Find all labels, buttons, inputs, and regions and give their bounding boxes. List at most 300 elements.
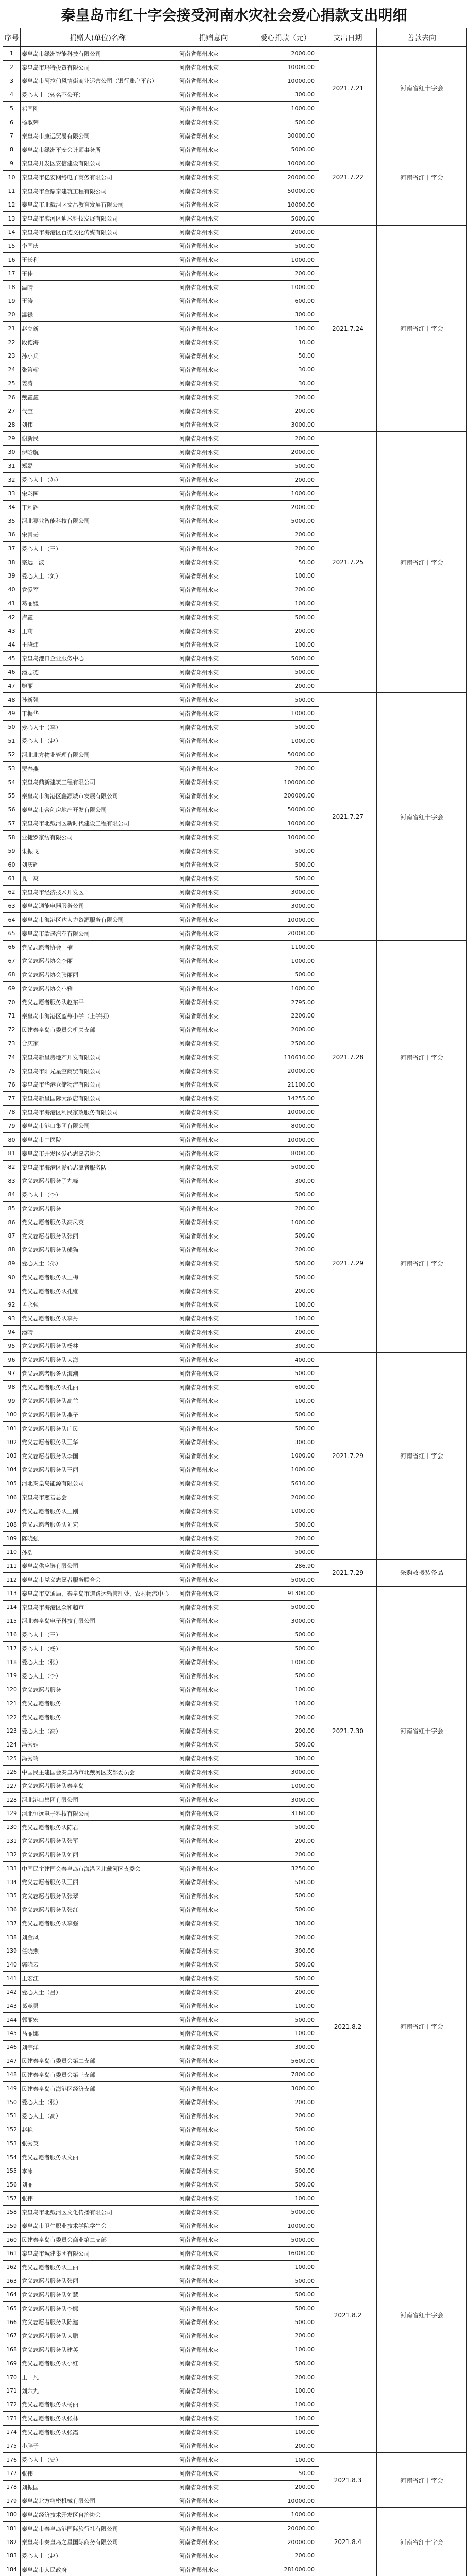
donation-intent-cell: 河南省郑州水灾 [175, 2384, 252, 2398]
donation-amount-cell: 3000.00 [252, 1614, 319, 1628]
donor-name-cell: 秦皇岛市滨河区迪米科技发展有限公司 [21, 212, 175, 226]
donor-name-cell: 秦皇岛市海港区达人力资源服务有限公司 [21, 913, 175, 927]
donation-intent-cell: 河南省郑州水灾 [175, 74, 252, 88]
fund-destination-cell: 河南省红十字会 [377, 940, 467, 1174]
donor-name-cell: 党义志愿者服务了九峰 [21, 1174, 175, 1188]
donor-name-cell: 刘金凤 [21, 1930, 175, 1944]
donation-intent-cell: 河南省郑州水灾 [175, 1573, 252, 1587]
donor-name-cell: 党义志愿者服务队张林 [21, 2412, 175, 2426]
donation-amount-cell: 5000.00 [252, 212, 319, 226]
donor-name-cell: 陈晓强 [21, 1532, 175, 1546]
donor-name-cell: 秦皇岛市绿洲平安会计师事务所 [21, 143, 175, 157]
donation-intent-cell: 河南省郑州水灾 [175, 1078, 252, 1092]
donor-name-cell: 党义志愿者服务队陈建 [21, 2315, 175, 2329]
document-title: 秦皇岛市红十字会接受河南水灾社会爱心捐款支出明细 [61, 7, 407, 24]
donation-amount-cell: 500.00 [252, 1518, 319, 1532]
row-index-cell: 168 [3, 2343, 21, 2357]
donation-intent-cell: 河南省郑州水灾 [175, 294, 252, 308]
donation-intent-cell: 河南省郑州水灾 [175, 2480, 252, 2494]
row-index-cell: 62 [3, 885, 21, 899]
row-index-cell: 131 [3, 1834, 21, 1848]
payout-date-cell: 2021.7.29 [319, 1559, 377, 1586]
row-index-cell: 119 [3, 1669, 21, 1683]
donor-name-cell: 葛丽媛 [21, 597, 175, 611]
row-index-cell: 114 [3, 1600, 21, 1614]
donation-intent-cell: 河南省郑州水灾 [175, 2563, 252, 2576]
row-index-cell: 28 [3, 418, 21, 432]
donation-intent-cell: 河南省郑州水灾 [175, 583, 252, 597]
donation-intent-cell: 河南省郑州水灾 [175, 1972, 252, 1986]
donor-name-cell: 党义志愿者协会小雅 [21, 981, 175, 995]
donation-intent-cell: 河南省郑州水灾 [175, 2274, 252, 2288]
donation-intent-cell: 河南省郑州水灾 [175, 321, 252, 335]
row-index-cell: 176 [3, 2453, 21, 2467]
row-index-cell: 9 [3, 157, 21, 171]
donor-name-cell: 秦皇岛市海港区鑫源城市发展有限公司 [21, 789, 175, 803]
donation-amount-cell: 1000.00 [252, 1463, 319, 1477]
donation-intent-cell: 河南省郑州水灾 [175, 1201, 252, 1215]
donor-name-cell: 党义志愿者服务队李娜 [21, 2301, 175, 2315]
payout-date-cell: 2021.7.24 [319, 225, 377, 431]
row-index-cell: 101 [3, 1421, 21, 1435]
donor-name-cell: 党义志愿者服务队文丽 [21, 2150, 175, 2164]
donation-intent-cell: 河南省郑州水灾 [175, 1298, 252, 1312]
donation-intent-cell: 河南省郑州水灾 [175, 2343, 252, 2357]
donation-amount-cell: 8000.00 [252, 1147, 319, 1161]
donation-intent-cell: 河南省郑州水灾 [175, 1765, 252, 1779]
donor-name-cell: 党义志愿者服务队杨林 [21, 1339, 175, 1353]
donation-amount-cell: 500.00 [252, 1270, 319, 1284]
fund-destination-cell: 河南省红十字会 [377, 2508, 467, 2576]
donation-amount-cell: 1000.00 [252, 280, 319, 294]
row-index-cell: 125 [3, 1752, 21, 1766]
row-index-cell: 153 [3, 2137, 21, 2150]
payout-date-cell: 2021.7.28 [319, 940, 377, 1174]
donation-intent-cell: 河南省郑州水灾 [175, 1353, 252, 1367]
donor-name-cell: 爱心人士（杨） [21, 1641, 175, 1655]
donor-name-cell: 爱心人士（吕） [21, 1985, 175, 1999]
donation-intent-cell: 河南省郑州水灾 [175, 2178, 252, 2192]
donation-intent-cell: 河南省郑州水灾 [175, 1284, 252, 1298]
column-header-donor: 捐赠人(单位)名称 [21, 28, 175, 47]
row-index-cell: 80 [3, 1133, 21, 1147]
donor-name-cell: 丁振华 [21, 707, 175, 721]
row-index-cell: 158 [3, 2205, 21, 2219]
donation-intent-cell: 河南省郑州水灾 [175, 652, 252, 666]
donation-intent-cell: 河南省郑州水灾 [175, 2040, 252, 2054]
row-index-cell: 86 [3, 1215, 21, 1229]
donation-intent-cell: 河南省郑州水灾 [175, 2549, 252, 2563]
donor-name-cell: 冯秀玲 [21, 1752, 175, 1766]
table-row [3, 1875, 467, 1889]
donation-amount-cell: 5000.00 [252, 1573, 319, 1587]
donation-amount-cell: 200.00 [252, 1532, 319, 1546]
donor-name-cell: 党义志愿者服务队张丽 [21, 1229, 175, 1243]
donation-amount-cell: 200.00 [252, 583, 319, 597]
fund-destination-cell: 河南省红十字会 [377, 1353, 467, 1559]
donation-amount-cell: 100.00 [252, 1298, 319, 1312]
donation-intent-cell: 河南省郑州水灾 [175, 2150, 252, 2164]
donor-name-cell: 爱心人士（王） [21, 1628, 175, 1642]
donation-amount-cell: 10000.00 [252, 1133, 319, 1147]
donor-name-cell: 爱心人士（高） [21, 1724, 175, 1738]
row-index-cell: 120 [3, 1683, 21, 1697]
donation-amount-cell: 10000.00 [252, 2219, 319, 2233]
donation-amount-cell: 100.00 [252, 321, 319, 335]
donation-amount-cell: 20000.00 [252, 171, 319, 184]
donor-name-cell: 爱心人士（王） [21, 541, 175, 555]
donation-amount-cell: 500.00 [252, 872, 319, 886]
donor-name-cell: 秦皇岛市亿安网络电子商务有限公司 [21, 171, 175, 184]
row-index-cell: 117 [3, 1641, 21, 1655]
donor-name-cell: 温晴 [21, 280, 175, 294]
donation-intent-cell: 河南省郑州水灾 [175, 1641, 252, 1655]
donation-amount-cell: 3000.00 [252, 1765, 319, 1779]
row-index-cell: 88 [3, 1243, 21, 1257]
donor-name-cell: 秦皇岛市北戴河区新时代建设工程有限公司 [21, 817, 175, 831]
donation-amount-cell: 100.00 [252, 569, 319, 583]
donation-intent-cell: 河南省郑州水灾 [175, 1532, 252, 1546]
donation-amount-cell: 10000.00 [252, 913, 319, 927]
row-index-cell: 75 [3, 1064, 21, 1078]
donation-intent-cell: 河南省郑州水灾 [175, 954, 252, 968]
donation-amount-cell: 8000.00 [252, 1119, 319, 1133]
row-index-cell: 147 [3, 2054, 21, 2068]
donation-intent-cell: 河南省郑州水灾 [175, 1477, 252, 1490]
donation-intent-cell: 河南省郑州水灾 [175, 418, 252, 432]
donation-amount-cell: 2200.00 [252, 1009, 319, 1023]
table-row [3, 2178, 467, 2192]
donor-name-cell: 秦皇岛市金鼎泰建筑工程有限公司 [21, 184, 175, 198]
row-index-cell: 20 [3, 308, 21, 322]
donor-name-cell: 秦皇岛市海港区百德文化传媒有限公司 [21, 225, 175, 239]
donor-name-cell: 宗远一波 [21, 555, 175, 569]
donation-amount-cell: 300.00 [252, 1944, 319, 1958]
donation-intent-cell: 河南省郑州水灾 [175, 1174, 252, 1188]
donation-intent-cell: 河南省郑州水灾 [175, 2494, 252, 2508]
donation-intent-cell: 河南省郑州水灾 [175, 1697, 252, 1710]
donor-name-cell: 秦皇岛市秦皇岛港国际旅行社有限公司 [21, 2521, 175, 2535]
row-index-cell: 40 [3, 583, 21, 597]
donation-intent-cell: 河南省郑州水灾 [175, 2453, 252, 2467]
payout-date-cell: 2021.8.2 [319, 2178, 377, 2453]
donation-intent-cell: 河南省郑州水灾 [175, 280, 252, 294]
donor-name-cell: 刘丽 [21, 2178, 175, 2192]
row-index-cell: 68 [3, 968, 21, 982]
row-index-cell: 169 [3, 2357, 21, 2370]
donation-amount-cell: 5000.00 [252, 143, 319, 157]
donation-intent-cell: 河南省郑州水灾 [175, 1215, 252, 1229]
donor-name-cell: 党义志愿者服务 [21, 1710, 175, 1724]
donation-amount-cell: 500.00 [252, 1889, 319, 1903]
row-index-cell: 73 [3, 1037, 21, 1050]
row-index-cell: 111 [3, 1559, 21, 1573]
row-index-cell: 135 [3, 1889, 21, 1903]
row-index-cell: 1 [3, 47, 21, 61]
donation-intent-cell: 河南省郑州水灾 [175, 225, 252, 239]
donation-intent-cell: 河南省郑州水灾 [175, 1559, 252, 1573]
row-index-cell: 31 [3, 459, 21, 473]
donation-intent-cell: 河南省郑州水灾 [175, 2439, 252, 2453]
donor-name-cell: 刘伟 [21, 418, 175, 432]
donation-amount-cell: 10000.00 [252, 817, 319, 831]
donation-amount-cell: 100.00 [252, 2412, 319, 2426]
donation-amount-cell: 500.00 [252, 1972, 319, 1986]
row-index-cell: 24 [3, 363, 21, 377]
donation-amount-cell: 100.00 [252, 2192, 319, 2206]
row-index-cell: 166 [3, 2315, 21, 2329]
donor-name-cell: 党义志愿者服务队李丹 [21, 1312, 175, 1326]
table-row [3, 1353, 467, 1367]
row-index-cell: 95 [3, 1339, 21, 1353]
row-index-cell: 45 [3, 652, 21, 666]
donation-intent-cell: 河南省郑州水灾 [175, 803, 252, 817]
donor-name-cell: 秦皇岛市中医院 [21, 1133, 175, 1147]
donation-amount-cell: 10000.00 [252, 831, 319, 844]
donation-amount-cell: 500.00 [252, 1628, 319, 1642]
donation-intent-cell: 河南省郑州水灾 [175, 1958, 252, 1972]
donor-name-cell: 党义志愿者服务队刘宏 [21, 1518, 175, 1532]
donation-intent-cell: 河南省郑州水灾 [175, 1339, 252, 1353]
row-index-cell: 165 [3, 2301, 21, 2315]
donation-intent-cell: 河南省郑州水灾 [175, 1270, 252, 1284]
donation-intent-cell: 河南省郑州水灾 [175, 1160, 252, 1174]
payout-date-cell: 2021.7.27 [319, 693, 377, 940]
donation-amount-cell: 7800.00 [252, 2068, 319, 2082]
donation-intent-cell: 河南省郑州水灾 [175, 115, 252, 129]
donor-name-cell: 李国庆 [21, 239, 175, 253]
donation-amount-cell: 500.00 [252, 239, 319, 253]
donation-intent-cell: 河南省郑州水灾 [175, 569, 252, 583]
donation-intent-cell: 河南省郑州水灾 [175, 1944, 252, 1958]
donation-intent-cell: 河南省郑州水灾 [175, 1312, 252, 1326]
donor-name-cell: 宋青云 [21, 528, 175, 542]
row-index-cell: 110 [3, 1545, 21, 1559]
row-index-cell: 35 [3, 514, 21, 528]
donation-intent-cell: 河南省郑州水灾 [175, 2315, 252, 2329]
donor-name-cell: 秦皇岛开发区安信建设有限公司 [21, 157, 175, 171]
row-index-cell: 89 [3, 1257, 21, 1270]
donor-name-cell: 党义志愿者服务队大海 [21, 1353, 175, 1367]
donation-amount-cell: 1000.00 [252, 1449, 319, 1463]
donor-name-cell: 秦皇岛港口企业服务中心 [21, 652, 175, 666]
donation-amount-cell: 500.00 [252, 2123, 319, 2137]
donor-name-cell: 党义志愿者服务队秦皇岛 [21, 1779, 175, 1793]
payout-date-cell: 2021.8.4 [319, 2508, 377, 2576]
donor-name-cell: 党义志愿者服务队高凤英 [21, 1215, 175, 1229]
donation-amount-cell: 5000.00 [252, 1600, 319, 1614]
donor-name-cell: 党义志愿者服务 [21, 1201, 175, 1215]
donor-name-cell: 党义志愿者协会李丽 [21, 954, 175, 968]
donation-amount-cell: 2000.00 [252, 1023, 319, 1037]
donor-name-cell: 党义志愿者服务队杨丽 [21, 2398, 175, 2412]
donation-intent-cell: 河南省郑州水灾 [175, 665, 252, 679]
donor-name-cell: 中国民主建国会秦皇岛市海港区北戴河区支委会 [21, 1861, 175, 1875]
row-index-cell: 79 [3, 1119, 21, 1133]
row-index-cell: 85 [3, 1201, 21, 1215]
payout-date-cell: 2021.7.22 [319, 129, 377, 226]
donation-amount-cell: 10000.00 [252, 1105, 319, 1119]
donation-intent-cell: 河南省郑州水灾 [175, 1394, 252, 1408]
donation-amount-cell: 500.00 [252, 968, 319, 982]
donation-amount-cell: 100.00 [252, 2453, 319, 2467]
donation-intent-cell: 河南省郑州水灾 [175, 391, 252, 404]
donation-intent-cell: 河南省郑州水灾 [175, 611, 252, 624]
row-index-cell: 39 [3, 569, 21, 583]
donation-intent-cell: 河南省郑州水灾 [175, 212, 252, 226]
donation-amount-cell: 10000.00 [252, 2494, 319, 2508]
donation-amount-cell: 500.00 [252, 1421, 319, 1435]
row-index-cell: 13 [3, 212, 21, 226]
donor-name-cell: 杨淑荣 [21, 115, 175, 129]
row-index-cell: 104 [3, 1463, 21, 1477]
row-index-cell: 67 [3, 954, 21, 968]
donor-name-cell: 党义志愿者服务队燕子 [21, 1408, 175, 1422]
donation-amount-cell: 300.00 [252, 1339, 319, 1353]
donation-amount-cell: 3000.00 [252, 899, 319, 913]
donor-name-cell: 张伟 [21, 2467, 175, 2481]
donor-name-cell: 党义志愿者服务队孔维 [21, 1284, 175, 1298]
row-index-cell: 172 [3, 2398, 21, 2412]
row-index-cell: 183 [3, 2549, 21, 2563]
donation-amount-cell: 200.00 [252, 391, 319, 404]
donation-intent-cell: 河南省郑州水灾 [175, 1092, 252, 1106]
donor-name-cell: 丁利辉 [21, 500, 175, 514]
donor-name-cell: 党义志愿者服务队建英 [21, 2343, 175, 2357]
row-index-cell: 97 [3, 1367, 21, 1381]
donation-amount-cell: 500.00 [252, 2164, 319, 2178]
donor-name-cell: 党义志愿者服务队王刚 [21, 1504, 175, 1518]
donor-name-cell: 爱心人士（李） [21, 1188, 175, 1202]
donation-amount-cell: 286.90 [252, 1559, 319, 1573]
donor-name-cell: 党义志愿者服务队高兰 [21, 1394, 175, 1408]
donor-name-cell: 赵艳 [21, 2123, 175, 2137]
row-index-cell: 100 [3, 1408, 21, 1422]
donation-amount-cell: 3000.00 [252, 418, 319, 432]
row-index-cell: 77 [3, 1092, 21, 1106]
table-row [3, 693, 467, 707]
donor-name-cell: 代宝 [21, 404, 175, 418]
donation-intent-cell: 河南省郑州水灾 [175, 2425, 252, 2439]
row-index-cell: 163 [3, 2274, 21, 2288]
donation-amount-cell: 300.00 [252, 308, 319, 322]
donation-amount-cell: 10000.00 [252, 198, 319, 212]
donation-intent-cell: 河南省郑州水灾 [175, 624, 252, 638]
donation-intent-cell: 河南省郑州水灾 [175, 1738, 252, 1752]
donation-amount-cell: 200.00 [252, 2480, 319, 2494]
donation-intent-cell: 河南省郑州水灾 [175, 2370, 252, 2384]
donation-amount-cell: 1000.00 [252, 954, 319, 968]
donation-intent-cell: 河南省郑州水灾 [175, 514, 252, 528]
donation-intent-cell: 河南省郑州水灾 [175, 2233, 252, 2247]
row-index-cell: 122 [3, 1710, 21, 1724]
donor-name-cell: 合庆家 [21, 1037, 175, 1050]
donation-intent-cell: 河南省郑州水灾 [175, 500, 252, 514]
row-index-cell: 50 [3, 720, 21, 734]
donation-intent-cell: 河南省郑州水灾 [175, 171, 252, 184]
donation-amount-cell: 20000.00 [252, 2521, 319, 2535]
donation-amount-cell: 50000.00 [252, 803, 319, 817]
row-index-cell: 109 [3, 1532, 21, 1546]
row-index-cell: 134 [3, 1875, 21, 1889]
table-header-row [3, 28, 467, 47]
row-index-cell: 58 [3, 831, 21, 844]
donor-name-cell: 党义志愿者协会王楠 [21, 940, 175, 954]
row-index-cell: 156 [3, 2178, 21, 2192]
donation-amount-cell: 100.00 [252, 1697, 319, 1710]
donation-amount-cell: 30000.00 [252, 129, 319, 143]
row-index-cell: 5 [3, 101, 21, 115]
donor-name-cell: 李冰 [21, 2164, 175, 2178]
payout-date-cell: 2021.8.3 [319, 2453, 377, 2508]
donor-name-cell: 刘六九 [21, 2384, 175, 2398]
row-index-cell: 96 [3, 1353, 21, 1367]
donor-name-cell: 党义志愿者服务队李国 [21, 1449, 175, 1463]
donation-intent-cell: 河南省郑州水灾 [175, 2260, 252, 2274]
table-row [3, 940, 467, 954]
row-index-cell: 26 [3, 391, 21, 404]
donation-intent-cell: 河南省郑州水灾 [175, 2329, 252, 2343]
donor-name-cell: 刘宇洋 [21, 2040, 175, 2054]
donation-amount-cell: 500.00 [252, 2274, 319, 2288]
donor-name-cell: 秦皇岛新星房地产开发有限公司 [21, 1050, 175, 1064]
row-index-cell: 78 [3, 1105, 21, 1119]
donation-amount-cell: 300.00 [252, 1435, 319, 1449]
donation-intent-cell: 河南省郑州水灾 [175, 1669, 252, 1683]
donation-intent-cell: 河南省郑州水灾 [175, 2137, 252, 2150]
donation-intent-cell: 河南省郑州水灾 [175, 1875, 252, 1889]
row-index-cell: 14 [3, 225, 21, 239]
row-index-cell: 155 [3, 2164, 21, 2178]
donor-name-cell: 河北嘉业智能科技有限公司 [21, 514, 175, 528]
donation-amount-cell: 500.00 [252, 2150, 319, 2164]
donation-intent-cell: 河南省郑州水灾 [175, 2467, 252, 2481]
row-index-cell: 118 [3, 1655, 21, 1669]
donation-amount-cell: 200.00 [252, 679, 319, 693]
donor-name-cell: 党义志愿者服务队李强 [21, 1917, 175, 1930]
donation-intent-cell: 河南省郑州水灾 [175, 940, 252, 954]
donation-amount-cell: 200.00 [252, 1710, 319, 1724]
row-index-cell: 76 [3, 1078, 21, 1092]
donation-amount-cell: 20000.00 [252, 2535, 319, 2549]
donation-amount-cell: 2000.00 [252, 47, 319, 61]
donation-intent-cell: 河南省郑州水灾 [175, 487, 252, 501]
donor-name-cell: 秦皇岛市开发区爱心志愿者协会 [21, 1147, 175, 1161]
donation-intent-cell: 河南省郑州水灾 [175, 927, 252, 941]
donation-amount-cell: 500.00 [252, 1257, 319, 1270]
row-index-cell: 71 [3, 1009, 21, 1023]
donation-intent-cell: 河南省郑州水灾 [175, 2508, 252, 2522]
donation-intent-cell: 河南省郑州水灾 [175, 913, 252, 927]
donation-intent-cell: 河南省郑州水灾 [175, 1779, 252, 1793]
donation-amount-cell: 1000.00 [252, 1215, 319, 1229]
donor-name-cell: 孙新强 [21, 693, 175, 707]
donation-amount-cell: 1100.00 [252, 940, 319, 954]
donation-intent-cell: 河南省郑州水灾 [175, 335, 252, 349]
donor-name-cell: 朱振飞 [21, 844, 175, 858]
table-row [3, 225, 467, 239]
donation-intent-cell: 河南省郑州水灾 [175, 1724, 252, 1738]
row-index-cell: 66 [3, 940, 21, 954]
row-index-cell: 159 [3, 2219, 21, 2233]
table-row [3, 129, 467, 143]
donation-amount-cell: 5610.00 [252, 1477, 319, 1490]
donation-intent-cell: 河南省郑州水灾 [175, 1504, 252, 1518]
row-index-cell: 175 [3, 2439, 21, 2453]
donor-name-cell: 冯秀娟 [21, 1738, 175, 1752]
row-index-cell: 184 [3, 2563, 21, 2576]
donation-amount-cell: 100.00 [252, 638, 319, 652]
